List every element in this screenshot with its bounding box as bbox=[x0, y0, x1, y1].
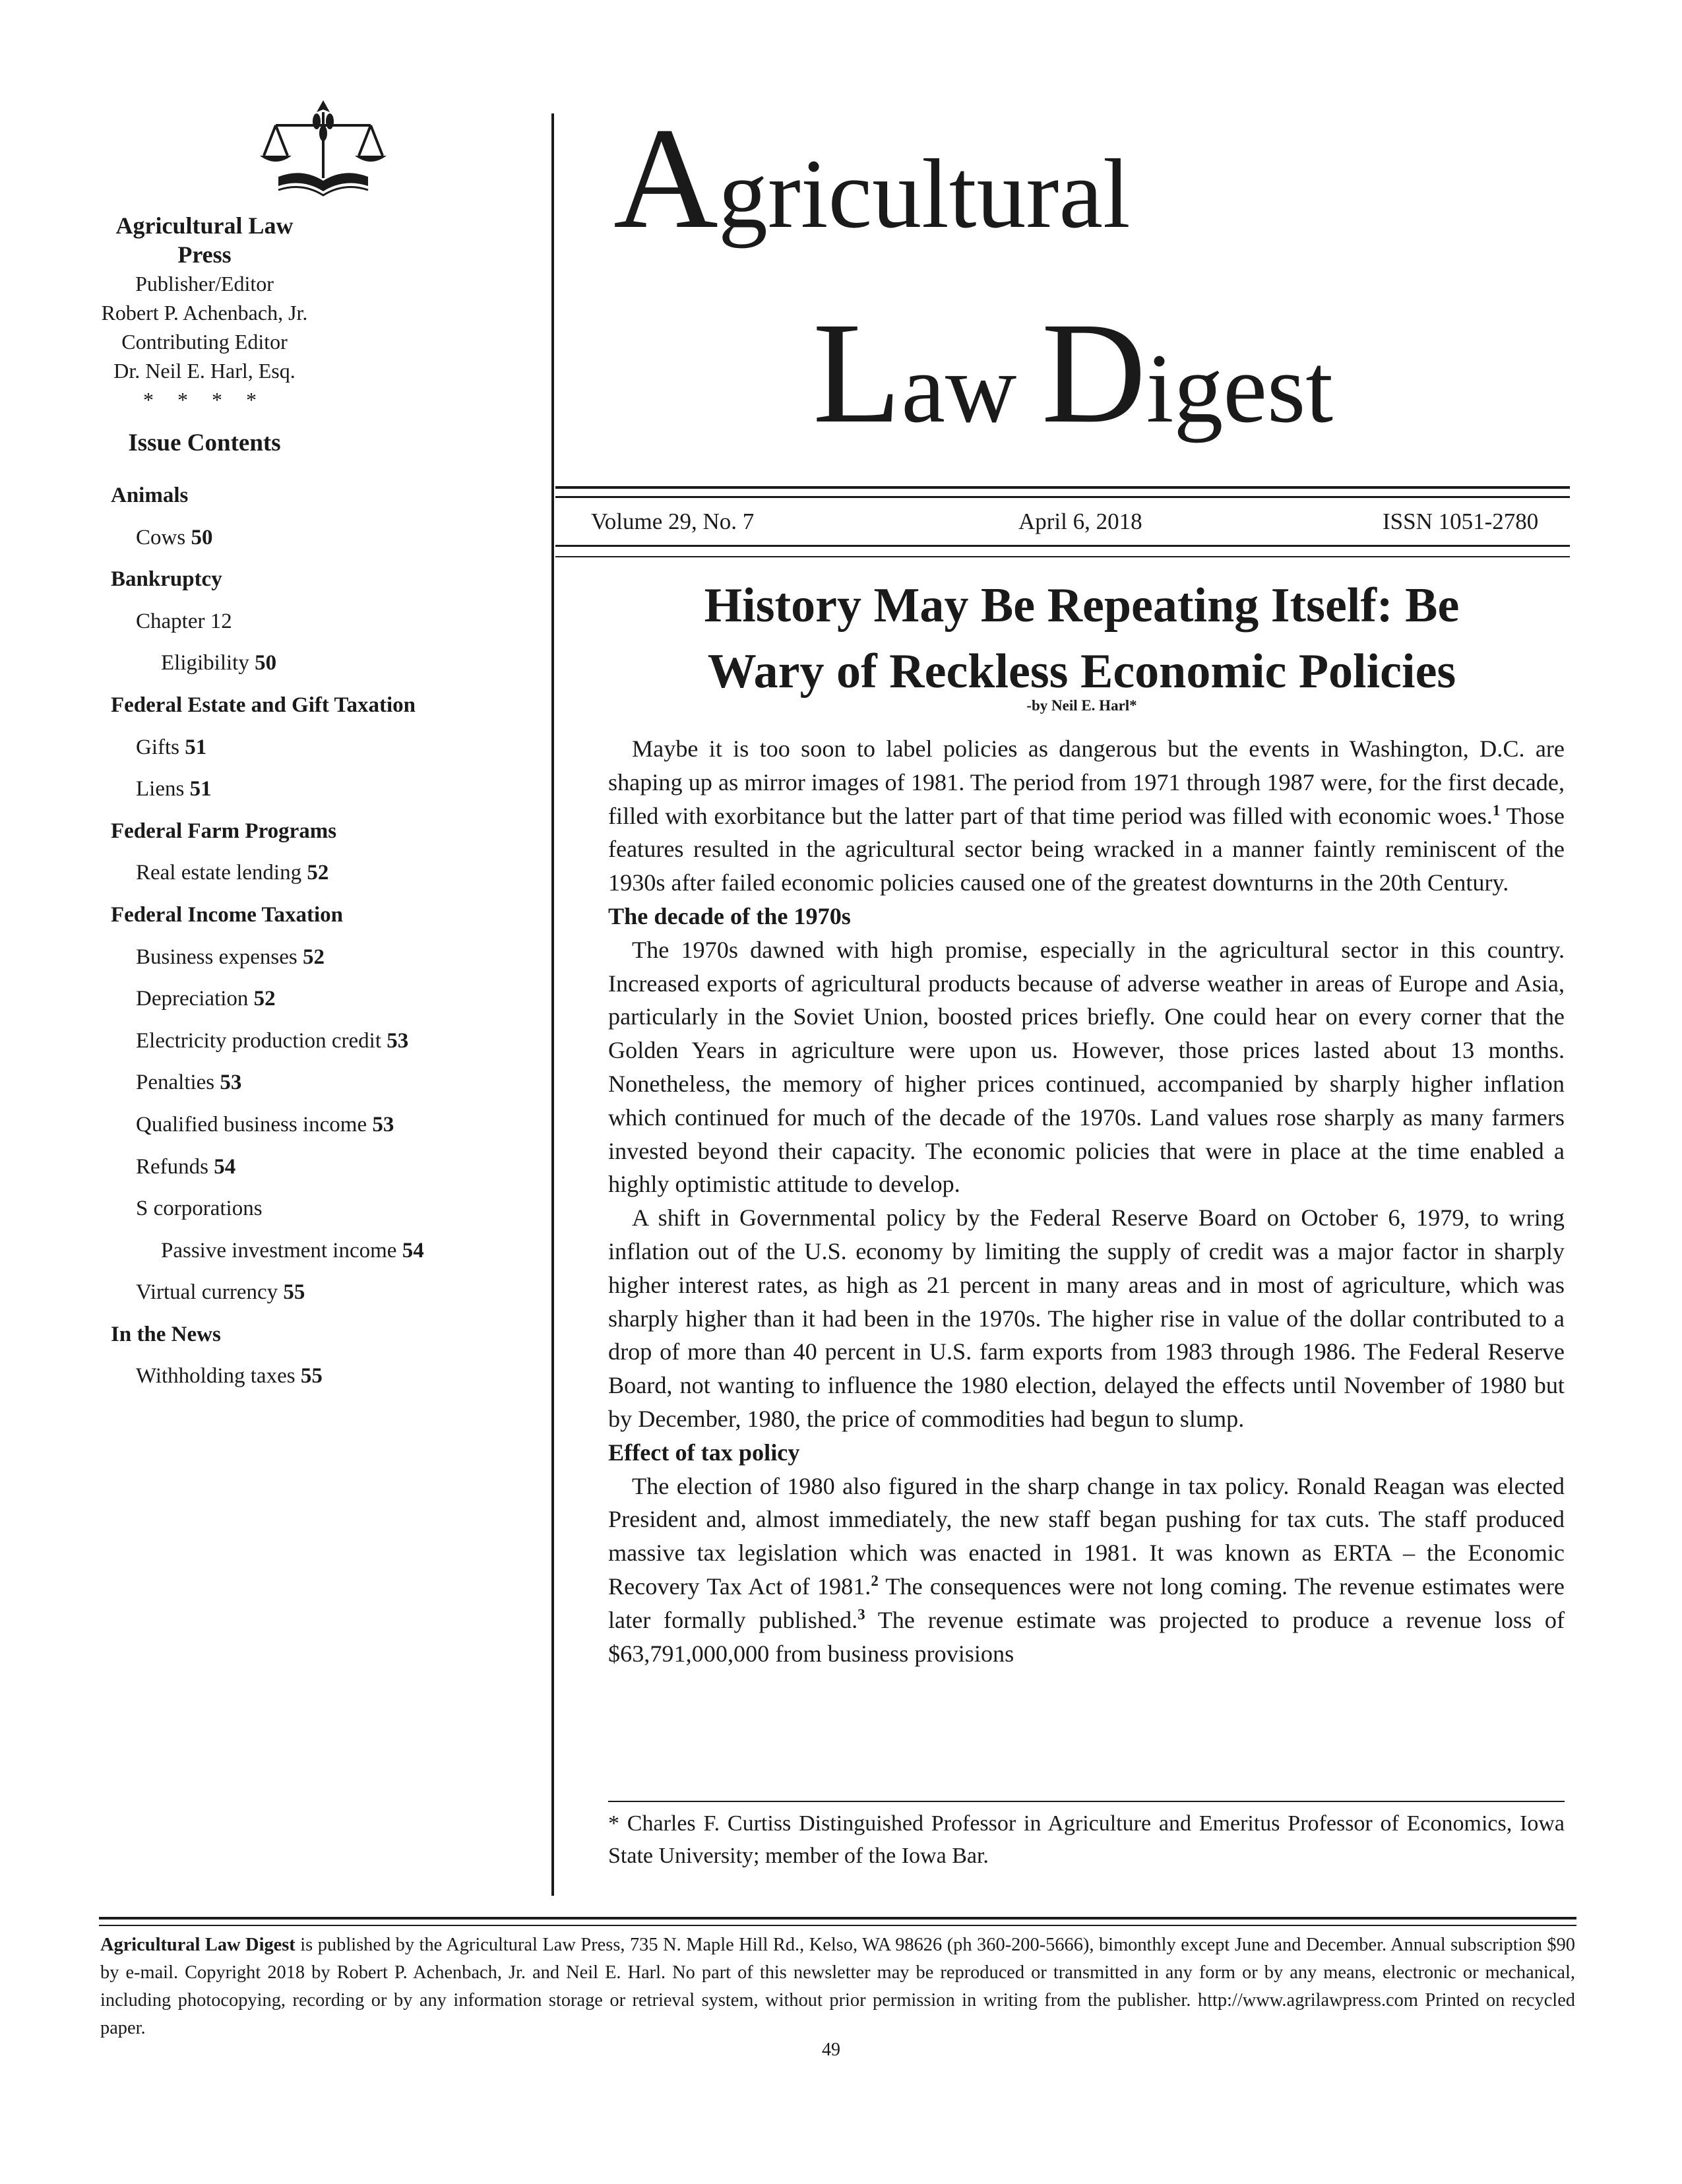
issn: ISSN 1051-2780 bbox=[1383, 509, 1539, 534]
toc-label: Passive investment income bbox=[161, 1238, 397, 1263]
masthead-rule-top bbox=[555, 486, 1570, 489]
toc-page-number: 50 bbox=[191, 525, 213, 549]
toc-page-number: 54 bbox=[402, 1238, 424, 1263]
title-word-law: aw bbox=[901, 334, 1042, 443]
page-number: 49 bbox=[822, 2040, 840, 2060]
toc-label: Real estate lending bbox=[136, 861, 302, 885]
headline-line-1: History May Be Repeating Itself: Be bbox=[704, 578, 1460, 633]
toc-entry bbox=[111, 1104, 546, 1146]
toc-label: Federal Estate and Gift Taxation bbox=[111, 693, 416, 717]
toc-label: S corporations bbox=[136, 1197, 263, 1221]
section-heading-tax-policy: Effect of tax policy bbox=[608, 1439, 800, 1466]
contributor-name: Dr. Neil E. Harl, Esq. bbox=[113, 359, 296, 383]
contributor-role: Contributing Editor bbox=[121, 330, 288, 354]
toc-page-number: 55 bbox=[283, 1280, 305, 1305]
footnote-ref-1: 1 bbox=[1492, 801, 1501, 819]
toc-entry bbox=[111, 1230, 546, 1272]
toc-entry bbox=[111, 978, 546, 1020]
byline: -by Neil E. Harl* bbox=[1026, 697, 1137, 714]
toc-label: Chapter 12 bbox=[136, 609, 232, 633]
article-headline bbox=[594, 573, 1570, 704]
toc-label: Depreciation bbox=[136, 987, 249, 1011]
toc-entry bbox=[111, 601, 546, 643]
headline-line-2: Wary of Reckless Economic Policies bbox=[707, 644, 1456, 699]
footnote-ref-3: 3 bbox=[857, 1606, 865, 1623]
toc-label: Cows bbox=[136, 525, 186, 549]
colophon-rule-thin bbox=[99, 1925, 1576, 1926]
toc-entry bbox=[111, 1020, 546, 1063]
toc-entry bbox=[111, 1062, 546, 1104]
publisher-name: Robert P. Achenbach, Jr. bbox=[101, 301, 308, 325]
toc-page-number: 52 bbox=[302, 945, 325, 969]
publisher-info bbox=[99, 211, 310, 414]
press-name: Agricultural Law Press bbox=[115, 212, 294, 268]
publication-title-line2 bbox=[813, 292, 1333, 453]
toc-label: Business expenses bbox=[136, 945, 297, 969]
colophon bbox=[100, 1931, 1575, 2042]
toc-entry bbox=[111, 937, 546, 979]
paragraph-4: The election of 1980 also figured in the sharp change in tax policy. Ronald Reagan was elected President and, almost immediately, the new staff began pushing for tax cuts. The staff produced massive tax legislation which was enacted in 1981. It was known as ERTA – the Economic Recovery Tax Act of 1981.$^2$ The consequences were not long coming. The revenue estimates were later formally published.$^3$ The revenue estimate was projected to produce a revenue loss of $63,791,000,000 from business provisions bbox=[608, 1472, 1565, 1667]
toc-category bbox=[111, 894, 546, 937]
toc-label: Penalties bbox=[136, 1071, 215, 1095]
masthead-rule-top-thin bbox=[555, 496, 1570, 498]
toc-entry bbox=[111, 1146, 546, 1189]
toc-category bbox=[111, 685, 546, 727]
table-of-contents bbox=[111, 475, 546, 1398]
footnote-rule bbox=[608, 1801, 1565, 1802]
toc-entry bbox=[111, 1272, 546, 1314]
toc-label: Liens bbox=[136, 777, 185, 801]
title-word-agricultural: gricultural bbox=[718, 139, 1131, 249]
masthead-rule-bottom-thin bbox=[555, 556, 1570, 557]
section-heading-1970s: The decade of the 1970s bbox=[608, 902, 851, 929]
toc-page-number: 55 bbox=[300, 1364, 323, 1388]
title-initial-l: L bbox=[813, 292, 902, 453]
footnote-ref-2: 2 bbox=[871, 1572, 879, 1589]
toc-label: Withholding taxes bbox=[136, 1364, 296, 1388]
column-divider bbox=[551, 113, 554, 1896]
masthead-rule-bottom bbox=[555, 545, 1570, 547]
author-footnote: * Charles F. Curtiss Distinguished Professor in Agriculture and Emeritus Professor of Economics, Iowa State University; member of the Iowa Bar. bbox=[608, 1811, 1565, 1868]
toc-page-number: 54 bbox=[214, 1154, 236, 1179]
article-body bbox=[608, 732, 1565, 1670]
toc-entry bbox=[111, 768, 546, 811]
scales-book-logo bbox=[256, 99, 390, 204]
toc-label: Federal Farm Programs bbox=[111, 819, 337, 843]
colophon-rule-thick bbox=[99, 1917, 1576, 1919]
toc-label: In the News bbox=[111, 1322, 221, 1346]
paragraph-1: Maybe it is too soon to label policies as dangerous but the events in Washington, D.C. are shaping up as mirror images of 1981. The period from 1971 through 1987 were, for the first decade, filled with exorbitance but the latter part of that time period was filled with economic woes.$^1$ Those features resulted in the agricultural sector being wracked in a manner faintly reminiscent of the 1930s after failed economic policies caused one of the greatest downturns in the 20th Century. bbox=[608, 735, 1565, 896]
colophon-publication-name: Agricultural Law Digest bbox=[100, 1935, 296, 1955]
publication-title-line1 bbox=[613, 98, 1131, 259]
toc-entry bbox=[111, 517, 546, 559]
toc-label: Gifts bbox=[136, 735, 179, 759]
toc-category bbox=[111, 811, 546, 853]
title-initial-d: D bbox=[1041, 292, 1146, 453]
toc-label: Bankruptcy bbox=[111, 567, 222, 592]
toc-entry bbox=[111, 727, 546, 769]
title-initial-a: A bbox=[613, 98, 718, 259]
toc-label: Eligibility bbox=[161, 651, 249, 675]
toc-label: Federal Income Taxation bbox=[111, 902, 343, 927]
issue-contents-title: Issue Contents bbox=[128, 429, 281, 456]
toc-entry bbox=[111, 1356, 546, 1398]
toc-page-number: 53 bbox=[387, 1028, 409, 1053]
toc-label: Animals bbox=[111, 484, 189, 507]
toc-page-number: 52 bbox=[253, 987, 276, 1011]
issue-date: April 6, 2018 bbox=[1018, 509, 1142, 534]
paragraph-3: A shift in Governmental policy by the Federal Reserve Board on October 6, 1979, to wring inflation out of the U.S. economy by limiting the supply of credit was a major factor in sharply higher interest rates, as high as 21 percent in many areas and in most of agriculture, which was sharply higher than it had been in the 1970s. The higher rise in value of the dollar contributed to a drop of more than 40 percent in U.S. farm exports from 1983 through 1986. The Federal Reserve Board, not wanting to influence the 1980 election, delayed the effects until November of 1980 but by December, 1980, the price of commodities had begun to slump. bbox=[608, 1204, 1565, 1432]
separator-stars: * * * * bbox=[143, 388, 266, 412]
paragraph-2: The 1970s dawned with high promise, especially in the agricultural sector in this country. Increased exports of agricultural products because of adverse weather in areas of Europe and Asia, particularly in the Soviet Union, boosted prices briefly. One could hear on every corner that the Golden Years in agriculture were upon us. However, those prices lasted about 13 months. Nonetheless, the memory of higher prices continued, accompanied by sharply higher inflation which continued for much of the decade of the 1970s. Land values rose sharply as many farmers invested beyond their capacity. The economic policies that were in place at the time enabled a highly optimistic attitude to develop. bbox=[608, 936, 1565, 1198]
toc-page-number: 51 bbox=[185, 735, 207, 759]
toc-label: Electricity production credit bbox=[136, 1028, 382, 1053]
toc-label: Refunds bbox=[136, 1154, 208, 1179]
toc-page-number: 53 bbox=[372, 1112, 394, 1137]
toc-category bbox=[111, 559, 546, 601]
toc-page-number: 50 bbox=[255, 651, 277, 675]
volume-number: Volume 29, No. 7 bbox=[591, 509, 755, 534]
toc-category bbox=[111, 475, 546, 517]
toc-label: Qualified business income bbox=[136, 1112, 367, 1137]
colophon-text: is published by the Agricultural Law Press, 735 N. Maple Hill Rd., Kelso, WA 98626 (ph 360-200-5666), bimonthly except June and December. Annual subscription $90 by e-mail. Copyright 2018 by Robert P. Achenbach, Jr. and Neil E. Harl. No part of this newsletter may be reproduced or transmitted in any form or by any means, electronic or mechanical, including photocopying, recording or by any information storage or retrieval system, without prior permission in writing from the publisher. http://www.agrilawpress.com Printed on recycled paper. bbox=[100, 1935, 1575, 2038]
toc-page-number: 52 bbox=[307, 861, 329, 885]
toc-entry bbox=[111, 852, 546, 894]
publisher-role: Publisher/Editor bbox=[135, 272, 274, 296]
toc-entry bbox=[111, 642, 546, 685]
toc-page-number: 53 bbox=[220, 1071, 242, 1095]
toc-page-number: 51 bbox=[189, 777, 212, 801]
title-word-digest: igest bbox=[1146, 334, 1333, 443]
toc-category bbox=[111, 1314, 546, 1356]
toc-entry bbox=[111, 1188, 546, 1230]
toc-label: Virtual currency bbox=[136, 1280, 278, 1305]
